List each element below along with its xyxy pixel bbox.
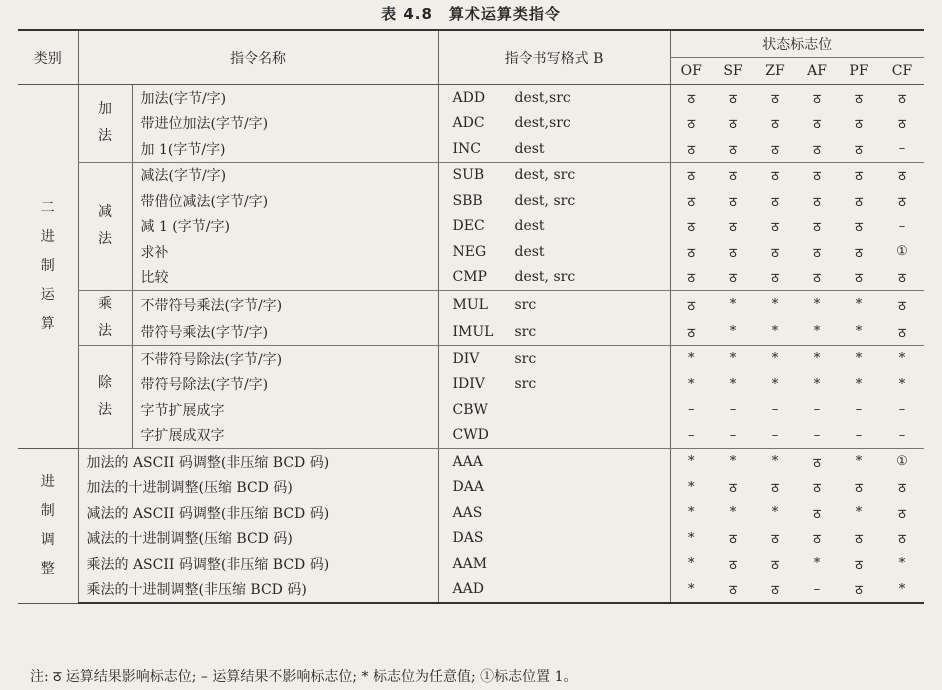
instruction-format [438, 551, 670, 577]
opcode: MUL [452, 296, 488, 313]
flag-sf: ठ [729, 117, 737, 133]
flag-zf: ठ [754, 265, 796, 291]
flag-zf: ठ [771, 194, 779, 210]
flag-pf: * [855, 297, 863, 312]
flag-of: * [670, 475, 712, 501]
flag-sf: * [729, 505, 737, 521]
subgroup-char: 除 [98, 375, 112, 391]
flag-pf: – [838, 423, 880, 449]
table-row [18, 188, 924, 214]
flag-zf: * [754, 318, 796, 346]
table-row [18, 85, 924, 111]
flag-of: ठ [670, 291, 712, 319]
table-row [18, 577, 924, 604]
category-char: 进 [40, 229, 55, 245]
flag-pf: ठ [855, 532, 863, 548]
flag-zf: * [771, 454, 779, 470]
flag-af: ठ [813, 194, 821, 210]
flag-zf: ठ [771, 557, 779, 573]
opcode: ADD [452, 89, 486, 106]
flag-sf: ठ [729, 557, 737, 573]
category-char: 运 [40, 287, 55, 303]
flag-zf: ठ [771, 481, 779, 497]
flag-sf: ठ [729, 481, 737, 497]
flag-pf: ठ [855, 91, 863, 107]
flag-pf: ठ [838, 136, 880, 162]
flag-pf: ठ [855, 169, 863, 185]
opcode: CBW [452, 401, 488, 418]
instruction-format [438, 265, 670, 291]
table-row [18, 162, 924, 188]
flag-header-cf: CF [880, 58, 924, 85]
flag-zf: * [771, 297, 779, 312]
flag-of: ठ [670, 214, 712, 240]
instruction-format [438, 372, 670, 398]
flag-pf: ठ [855, 220, 863, 236]
flag-cf: – [880, 423, 924, 449]
instruction-format [438, 85, 670, 111]
instruction-format [438, 214, 670, 240]
instruction-name: 带进位加法(字节/字) [132, 111, 438, 137]
category-char: 进 [40, 473, 55, 490]
flag-cf: ठ [880, 265, 924, 291]
flag-sf: ठ [729, 245, 737, 261]
flag-of: – [670, 423, 712, 449]
operands: src [514, 350, 537, 367]
opcode: SUB [452, 167, 485, 184]
flag-pf: ठ [855, 557, 863, 573]
flag-cf: ठ [880, 318, 924, 346]
opcode: CWD [452, 427, 489, 444]
flag-cf: ठ [898, 194, 906, 210]
flag-of: ठ [670, 162, 712, 188]
table-row [18, 318, 924, 346]
flag-af: ठ [813, 506, 821, 522]
instruction-format [438, 346, 670, 372]
table-row [18, 291, 924, 319]
table-row [18, 372, 924, 398]
category-char: 制 [40, 258, 55, 274]
flag-header-of: OF [670, 58, 712, 85]
instruction-name: 加法(字节/字) [132, 85, 438, 111]
flag-pf: – [855, 402, 863, 418]
flag-sf: ठ [729, 220, 737, 236]
flag-zf: ठ [754, 577, 796, 604]
flag-sf: – [712, 423, 754, 449]
flag-cf: ठ [898, 532, 906, 548]
subgroup-char: 法 [98, 402, 112, 418]
instruction-name: 比较 [132, 265, 438, 291]
flag-zf: ठ [771, 169, 779, 185]
operands: dest,src [514, 89, 571, 106]
instruction-format [438, 500, 670, 526]
flag-zf: – [754, 423, 796, 449]
opcode: IDIV [452, 376, 485, 393]
table-title [0, 3, 942, 24]
flag-sf: ठ [729, 194, 737, 210]
flag-header-sf: SF [712, 58, 754, 85]
flag-pf: ठ [838, 577, 880, 604]
instruction-name: 不带符号除法(字节/字) [132, 346, 438, 372]
table-number: 表 4.8 [381, 5, 433, 23]
instruction-name: 乘法的十进制调整(非压缩 BCD 码) [78, 577, 438, 604]
instruction-name: 字节扩展成字 [132, 397, 438, 423]
flag-sf: ठ [729, 169, 737, 185]
table-caption: 算术运算类指令 [448, 5, 561, 23]
table-row [18, 239, 924, 265]
flag-af: * [796, 318, 838, 346]
flag-sf: ठ [729, 91, 737, 107]
flag-cf: ① [896, 454, 908, 470]
flag-header-zf: ZF [754, 58, 796, 85]
flag-sf: – [729, 402, 737, 418]
table-footnote: 注: ठ 运算结果影响标志位; – 运算结果不影响标志位; * 标志位为任意值; ①标志位置 1。 [30, 669, 578, 685]
flag-cf: – [880, 136, 924, 162]
operands: src [514, 296, 537, 313]
category-char: 算 [40, 316, 55, 332]
table-row [18, 111, 924, 137]
flag-af: ठ [813, 169, 821, 185]
flag-zf: * [771, 376, 779, 392]
table-row [18, 136, 924, 162]
table-row [18, 475, 924, 501]
flag-sf: * [729, 454, 737, 470]
flag-zf: ठ [771, 220, 779, 236]
table-row [18, 397, 924, 423]
flag-of: * [670, 551, 712, 577]
subgroup-char: 法 [98, 128, 112, 145]
opcode: DAS [452, 530, 484, 547]
instruction-format [438, 449, 670, 475]
operands: dest, src [514, 192, 576, 209]
instruction-format [438, 188, 670, 214]
flag-af: – [796, 423, 838, 449]
instruction-name: 乘法的 ASCII 码调整(非压缩 BCD 码) [78, 551, 438, 577]
opcode: DIV [452, 350, 480, 367]
flag-af: * [813, 556, 821, 572]
header-format: 指令书写格式 B [438, 30, 670, 85]
flag-header-af: AF [796, 58, 838, 85]
instruction-format [438, 526, 670, 552]
flag-pf: * [855, 351, 863, 367]
subgroup-char: 减 [98, 204, 112, 221]
flag-of: * [670, 500, 712, 526]
flag-sf: ठ [712, 265, 754, 291]
opcode: CMP [452, 269, 487, 286]
category-decimal [18, 449, 78, 604]
flag-cf: – [898, 402, 906, 418]
opcode: AAS [452, 504, 483, 521]
flag-sf: ठ [712, 577, 754, 604]
operands: dest [514, 218, 545, 235]
flag-pf: * [838, 318, 880, 346]
instruction-table [18, 29, 924, 604]
flag-sf: * [729, 376, 737, 392]
flag-pf: ठ [855, 117, 863, 133]
header-category: 类别 [18, 30, 78, 85]
operands: dest, src [514, 167, 576, 184]
header-status-flags: 状态标志位 [670, 30, 924, 58]
flag-of: * [670, 372, 712, 398]
flag-af: ठ [796, 265, 838, 291]
flag-pf: * [855, 454, 863, 470]
flag-of: ठ [670, 111, 712, 137]
subgroup-div [78, 346, 132, 449]
flag-af: * [813, 351, 821, 367]
table-row [18, 500, 924, 526]
opcode: SBB [452, 192, 483, 209]
flag-sf: * [729, 297, 737, 312]
opcode: ADC [452, 115, 485, 132]
instruction-name: 字扩展成双字 [132, 423, 438, 449]
flag-cf: ठ [898, 117, 906, 133]
flag-sf: * [712, 318, 754, 346]
subgroup-char: 乘 [98, 296, 112, 312]
flag-of: * [670, 449, 712, 475]
opcode: DAA [452, 479, 484, 496]
flag-af: ठ [813, 481, 821, 497]
flag-header-pf: PF [838, 58, 880, 85]
operands: dest [514, 140, 545, 157]
flag-zf: * [771, 351, 779, 367]
instruction-name: 带符号乘法(字节/字) [132, 318, 438, 346]
instruction-format [438, 423, 670, 449]
flag-sf: * [729, 351, 737, 367]
flag-af: ठ [813, 91, 821, 107]
operands: dest, src [514, 269, 576, 286]
flag-of: – [670, 397, 712, 423]
instruction-name: 不带符号乘法(字节/字) [132, 291, 438, 319]
instruction-format [438, 475, 670, 501]
subgroup-add [78, 85, 132, 163]
flag-of: ठ [670, 318, 712, 346]
flag-cf: ठ [898, 506, 906, 522]
flag-af: ठ [813, 455, 821, 471]
opcode: AAD [452, 581, 484, 598]
flag-zf: – [771, 402, 779, 418]
flag-af: ठ [813, 117, 821, 133]
operands: dest [514, 243, 545, 260]
flag-of: ठ [670, 265, 712, 291]
subgroup-char: 法 [98, 231, 112, 248]
flag-zf: * [771, 505, 779, 521]
flag-pf: * [855, 376, 863, 392]
table-row [18, 214, 924, 240]
instruction-name: 减 1 (字节/字) [132, 214, 438, 240]
instruction-format [438, 577, 670, 604]
flag-sf: ठ [729, 532, 737, 548]
flag-zf: ठ [771, 91, 779, 107]
instruction-name: 加法的十进制调整(压缩 BCD 码) [78, 475, 438, 501]
instruction-format [438, 162, 670, 188]
flag-zf: ठ [771, 117, 779, 133]
flag-of: * [670, 346, 712, 372]
flag-af: ठ [813, 245, 821, 261]
table-row [18, 346, 924, 372]
flag-zf: ठ [771, 532, 779, 548]
flag-of: * [670, 577, 712, 604]
flag-pf: ठ [855, 194, 863, 210]
flag-of: * [670, 526, 712, 552]
flag-cf: – [898, 218, 906, 234]
instruction-name: 求补 [132, 239, 438, 265]
flag-af: ठ [813, 532, 821, 548]
flag-zf: ठ [754, 136, 796, 162]
flag-af: * [813, 376, 821, 392]
flag-cf: * [880, 577, 924, 604]
category-char: 二 [40, 200, 55, 216]
flag-cf: * [898, 351, 906, 367]
flag-cf: ठ [898, 298, 906, 314]
subgroup-mul [78, 291, 132, 346]
flag-sf: ठ [712, 136, 754, 162]
flag-af: – [813, 402, 821, 418]
instruction-format [438, 397, 670, 423]
flag-af: ठ [813, 220, 821, 236]
table-row [18, 423, 924, 449]
category-char: 制 [40, 502, 55, 519]
flag-pf: * [855, 505, 863, 521]
opcode: AAA [452, 453, 483, 470]
flag-of: ठ [670, 85, 712, 111]
header-name: 指令名称 [78, 30, 438, 85]
instruction-name: 减法(字节/字) [132, 162, 438, 188]
flag-cf: ठ [898, 169, 906, 185]
subgroup-sub [78, 162, 132, 291]
flag-pf: ठ [855, 245, 863, 261]
flag-cf: ① [896, 244, 908, 260]
instruction-name: 减法的十进制调整(压缩 BCD 码) [78, 526, 438, 552]
operands: dest,src [514, 115, 571, 132]
flag-af: * [813, 297, 821, 312]
flag-cf: * [898, 556, 906, 572]
flag-zf: ठ [771, 245, 779, 261]
table-row [18, 449, 924, 475]
flag-of: ठ [670, 188, 712, 214]
opcode: NEG [452, 243, 487, 260]
instruction-name: 带借位减法(字节/字) [132, 188, 438, 214]
opcode: IMUL [452, 323, 494, 340]
instruction-format [438, 291, 670, 319]
instruction-format [438, 111, 670, 137]
opcode: AAM [452, 555, 488, 572]
table-body [18, 85, 924, 604]
table-row [18, 526, 924, 552]
instruction-format [438, 239, 670, 265]
opcode: INC [452, 140, 481, 157]
flag-cf: ठ [898, 91, 906, 107]
table-row [18, 551, 924, 577]
flag-pf: ठ [838, 265, 880, 291]
category-binary [18, 85, 78, 449]
flag-cf: * [898, 376, 906, 392]
instruction-name: 加法的 ASCII 码调整(非压缩 BCD 码) [78, 449, 438, 475]
instruction-name: 减法的 ASCII 码调整(非压缩 BCD 码) [78, 500, 438, 526]
instruction-format [438, 136, 670, 162]
opcode: DEC [452, 218, 485, 235]
category-char: 整 [40, 560, 55, 577]
operands: src [514, 323, 537, 340]
flag-pf: ठ [855, 481, 863, 497]
subgroup-char: 法 [98, 323, 112, 339]
flag-of: ठ [670, 136, 712, 162]
instruction-name: 带符号除法(字节/字) [132, 372, 438, 398]
flag-of: ठ [670, 239, 712, 265]
instruction-name: 加 1(字节/字) [132, 136, 438, 162]
category-char: 调 [40, 531, 55, 548]
flag-af: ठ [796, 136, 838, 162]
table-row [18, 265, 924, 291]
flag-af: – [796, 577, 838, 604]
subgroup-char: 加 [98, 101, 112, 118]
operands: src [514, 376, 537, 393]
flag-cf: ठ [898, 481, 906, 497]
instruction-format [438, 318, 670, 346]
